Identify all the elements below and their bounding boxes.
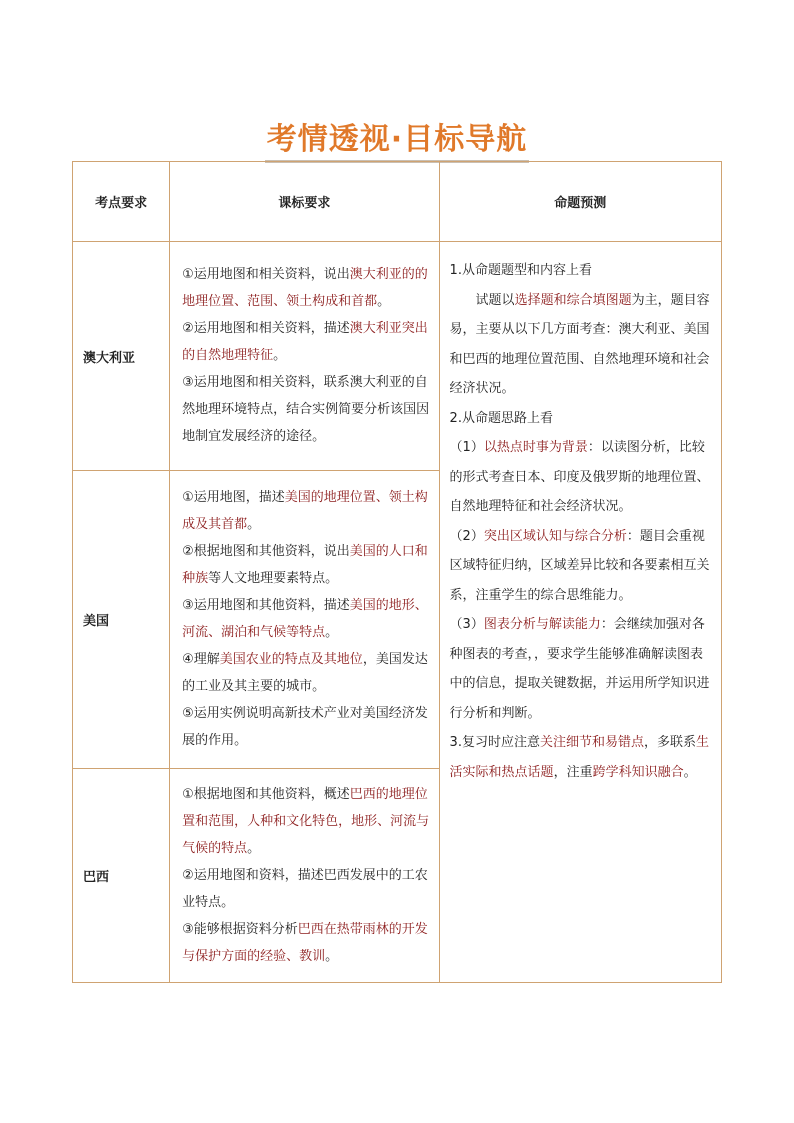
text-run: 。 [325, 625, 339, 640]
prediction-cell [439, 242, 721, 983]
highlight-text: 美国的地理位置、领土构成及其首都 [182, 490, 428, 532]
text-run: ②运用地图和相关资料，描述 [182, 321, 350, 336]
text-run: ⑤运用实例说明高新技术产业对美国经济发展的作用。 [182, 706, 428, 748]
standard-item [182, 916, 430, 970]
standard-item [182, 315, 430, 369]
text-run: 等人文地理要素特点。 [208, 571, 339, 586]
highlight-text: 巴西在热带雨林的开发与保护方面的经验、教训 [182, 921, 428, 964]
prediction-paragraph [450, 404, 713, 434]
page-title [0, 114, 794, 163]
prediction-paragraph [450, 256, 713, 286]
highlight-text: 生活实际和热点话题 [449, 735, 709, 780]
standard-item [182, 538, 430, 592]
prediction-paragraph [450, 728, 713, 787]
text-run: ③运用地图和其他资料，描述 [182, 598, 350, 613]
standards-list [182, 261, 430, 450]
standard-item [182, 369, 430, 450]
text-run: ，美国发达的工业及其主要的城市。 [182, 652, 428, 694]
text-run: （1） [449, 440, 484, 455]
text-run: 。 [325, 948, 339, 964]
prediction-paragraph [450, 610, 713, 728]
standard-item [182, 862, 430, 916]
header-prediction: 命题预测 [439, 162, 721, 242]
text-run: ，多联系 [643, 735, 696, 750]
header-curriculum-standards: 课标要求 [170, 162, 439, 242]
highlight-text: 澳大利亚的的地理位置、范围、领土构成和首都 [182, 267, 428, 309]
highlight-text: 关注细节和易错点 [539, 735, 644, 750]
standard-item [182, 700, 430, 754]
text-run: 为主，题目容易，主要从以下几方面考查：澳大利亚、美国和巴西的地理位置范围、自然地理环境和社会经济状况。 [449, 292, 710, 396]
text-run: （2） [449, 528, 484, 544]
text-run: 。 [273, 348, 287, 363]
exam-analysis-table [72, 161, 722, 983]
highlight-text: 突出区域认知与综合分析 [483, 528, 627, 544]
text-run: ②运用地图和资料，描述巴西发展中的工农业特点。 [182, 867, 428, 910]
text-run: 3.复习时应注意 [449, 735, 540, 750]
table-row-australia [73, 242, 722, 471]
region-brazil: 巴西 [73, 769, 170, 983]
standards-list [182, 781, 430, 970]
highlight-text: 美国的地形、河流、湖泊和气候等特点 [182, 598, 428, 640]
standards-australia [170, 242, 439, 471]
text-run: ①根据地图和其他资料，概述 [182, 786, 350, 802]
prediction-paragraph [450, 286, 713, 404]
standard-item [182, 781, 430, 862]
text-run: 。 [247, 840, 261, 856]
text-run: ，注重 [553, 764, 593, 780]
highlight-text: 巴西的地理位置和范围，人种和文化特色，地形、河流与气候的特点 [182, 786, 430, 856]
standards-brazil [170, 769, 439, 983]
text-run: ：题目会重视区域特征归纳，区域差异比较和各要素相互关系，注重学生的综合思维能力。 [449, 528, 710, 603]
highlight-text: 美国的人口和种族 [182, 544, 428, 586]
text-run: ：会继续加强对各种图表的考查，，要求学生能够准确解读图表中的信息，提取关键数据，并运用所学知识进行分析和判断。 [449, 617, 710, 721]
highlight-text: 图表分析与解读能力 [483, 617, 601, 632]
header-exam-points: 考点要求 [73, 162, 170, 242]
prediction-paragraph [450, 433, 713, 522]
prediction-list [450, 256, 713, 787]
text-run: （3） [449, 617, 484, 632]
text-run: 试题以 [475, 292, 515, 308]
text-run: ③能够根据资料分析 [182, 921, 298, 937]
highlight-text: 跨学科知识融合 [592, 764, 684, 780]
text-run: ③运用地图和相关资料，联系澳大利亚的自然地理环境特点，结合实例简要分析该国因地制宜发展经济的途径。 [182, 375, 430, 444]
text-run: 。 [247, 517, 261, 532]
standard-item [182, 592, 430, 646]
text-run: 。 [683, 764, 697, 780]
page-title-text: 考情透视·目标导航 [265, 114, 529, 163]
standard-item [182, 646, 430, 700]
standard-item [182, 484, 430, 538]
text-run: ①运用地图，描述 [182, 490, 285, 505]
highlight-text: 澳大利亚突出的自然地理特征 [182, 321, 428, 363]
text-run: ①运用地图和相关资料，说出 [182, 267, 350, 282]
standards-list [182, 484, 430, 754]
highlight-text: 美国农业的特点及其地位 [219, 652, 363, 667]
region-australia: 澳大利亚 [73, 242, 170, 471]
prediction-paragraph [450, 522, 713, 611]
text-run: 2.从命题思路上看 [449, 410, 553, 426]
highlight-text: 选择题和综合填图题 [514, 292, 632, 308]
table-header-row [73, 162, 722, 242]
highlight-text: 以热点时事为背景 [483, 440, 588, 455]
text-run: ：以读图分析，比较的形式考查日本、印度及俄罗斯的地理位置、自然地理特征和社会经济状况。 [449, 440, 710, 514]
text-run: ④理解 [182, 652, 220, 667]
region-usa: 美国 [73, 471, 170, 769]
text-run: ②根据地图和其他资料，说出 [182, 544, 350, 559]
standard-item [182, 261, 430, 315]
standards-usa [170, 471, 439, 769]
text-run: 。 [377, 294, 391, 309]
text-run: 1.从命题题型和内容上看 [449, 263, 592, 278]
